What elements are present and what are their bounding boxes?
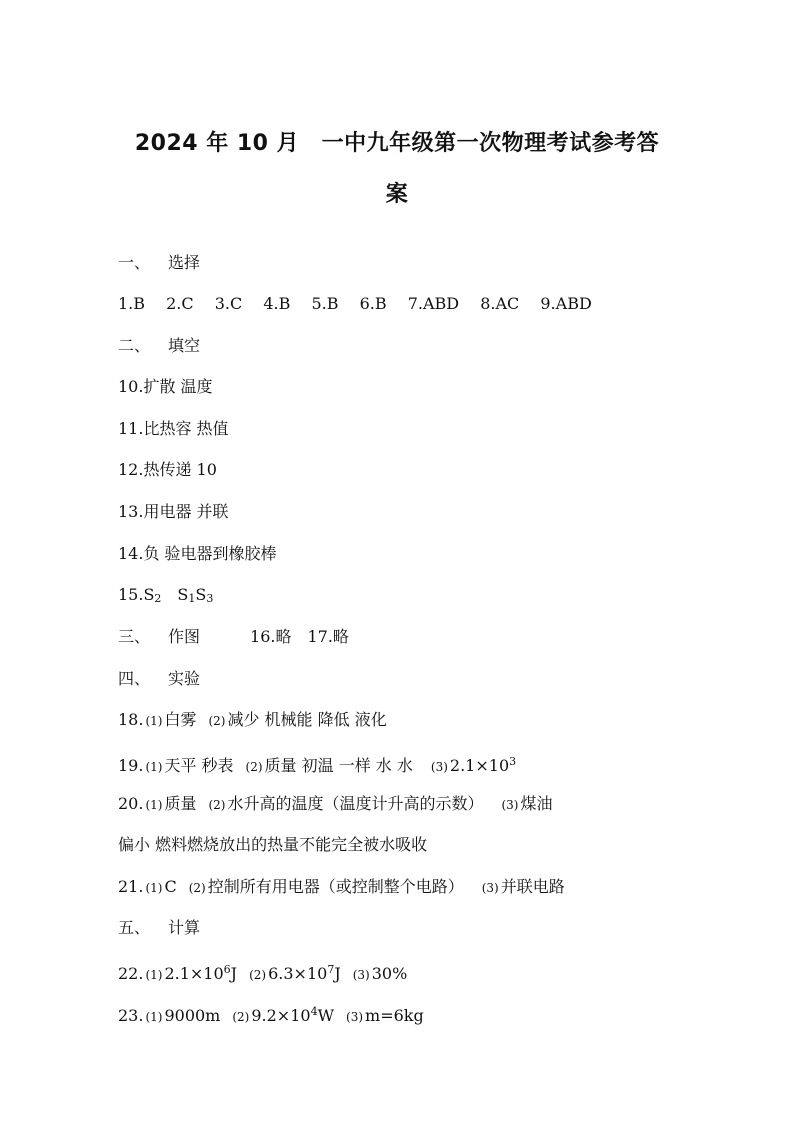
- unit: W: [317, 1006, 335, 1025]
- question-number: 22.: [118, 964, 144, 983]
- answer-q16: 16.略: [250, 627, 292, 646]
- part-answer: m=6kg: [365, 1006, 424, 1025]
- answer-q21: [118, 876, 565, 899]
- section-label: 作图: [168, 627, 201, 646]
- section-heading-drawing: [118, 626, 349, 648]
- section-label: 选择: [168, 253, 201, 272]
- answer-q17: 17.略: [307, 627, 349, 646]
- part-answer: 控制所有用电器（或控制整个电路）: [207, 877, 464, 896]
- part-answer: 6.3×10: [268, 964, 328, 983]
- part-answer: 30%: [371, 964, 408, 983]
- section-heading-calculation: [118, 917, 200, 939]
- part-marker: (1): [145, 968, 163, 982]
- section-number: 二、: [118, 336, 151, 355]
- section-label: 计算: [168, 918, 201, 937]
- question-number: 19.: [118, 756, 144, 775]
- part-marker: (2): [208, 714, 226, 728]
- part-answer: 质量: [164, 794, 197, 813]
- answer-q23: [118, 1001, 424, 1028]
- question-number: 20.: [118, 794, 144, 813]
- exponent: 3: [509, 755, 517, 768]
- section-label: 填空: [168, 336, 201, 355]
- q15-subscript: 1: [188, 592, 196, 605]
- section-heading-choice: [118, 252, 200, 274]
- answer-q18: [118, 709, 387, 732]
- answer-q14: 14.负 验电器到橡胶棒: [118, 544, 277, 563]
- answer-q20-continued: 偏小 燃料燃烧放出的热量不能完全被水吸收: [118, 835, 428, 854]
- answer-q15: [118, 584, 213, 610]
- part-answer: 水升高的温度（温度计升高的示数）: [227, 794, 484, 813]
- answer-q13: 13.用电器 并联: [118, 502, 229, 521]
- part-marker: (3): [352, 968, 370, 982]
- q15-switch-s: 15.S: [118, 585, 155, 604]
- part-marker: (1): [145, 1010, 163, 1024]
- part-marker: (3): [430, 760, 448, 774]
- page-title-line-2: 案: [385, 182, 409, 207]
- part-marker: (2): [208, 798, 226, 812]
- q15-switch-s: S: [177, 585, 189, 604]
- choice-answer: 8.AC: [480, 294, 520, 313]
- unit: J: [230, 964, 238, 983]
- part-answer: C: [164, 877, 177, 896]
- part-marker: (3): [346, 1010, 364, 1024]
- question-number: 21.: [118, 877, 144, 896]
- choice-answer: 2.C: [166, 294, 194, 313]
- choice-answer: 4.B: [263, 294, 291, 313]
- section-heading-experiment: [118, 668, 200, 690]
- choice-answer: 6.B: [359, 294, 387, 313]
- part-answer: 并联电路: [500, 877, 565, 896]
- part-marker: (1): [145, 714, 163, 728]
- choice-answer: 7.ABD: [407, 294, 460, 313]
- part-marker: (1): [145, 760, 163, 774]
- choice-answers: [118, 293, 592, 315]
- answer-q19: [118, 751, 516, 778]
- choice-answer: 3.C: [214, 294, 243, 313]
- question-number: 18.: [118, 710, 144, 729]
- page-title-line-1: 2024 年 10 月 一中九年级第一次物理考试参考答: [134, 131, 660, 156]
- part-answer: 9.2×10: [251, 1006, 311, 1025]
- q15-subscript: 2: [154, 592, 162, 605]
- answer-q12: 12.热传递 10: [118, 460, 217, 479]
- choice-answer: 9.ABD: [540, 294, 592, 313]
- answer-q20: [118, 793, 553, 816]
- part-answer: 9000m: [164, 1006, 221, 1025]
- part-marker: (1): [145, 881, 163, 895]
- part-marker: (2): [245, 760, 263, 774]
- part-answer: 2.1×10: [164, 964, 224, 983]
- q15-subscript: 3: [206, 592, 214, 605]
- part-answer: 质量 初温 一样 水 水: [264, 756, 413, 775]
- exponent: 7: [327, 963, 335, 976]
- part-answer: 2.1×10: [449, 756, 510, 775]
- part-answer: 煤油: [520, 794, 553, 813]
- part-marker: (1): [145, 798, 163, 812]
- part-marker: (3): [481, 881, 499, 895]
- section-number: 五、: [118, 918, 151, 937]
- exponent: 6: [223, 963, 231, 976]
- answer-q10: 10.扩散 温度: [118, 377, 213, 396]
- question-number: 23.: [118, 1006, 144, 1025]
- exponent: 4: [310, 1005, 318, 1018]
- choice-answer: 1.B: [118, 294, 146, 313]
- part-answer: 减少 机械能 降低 液化: [227, 710, 387, 729]
- section-label: 实验: [168, 669, 201, 688]
- choice-answer: 5.B: [311, 294, 339, 313]
- answer-q22: [118, 959, 407, 986]
- part-marker: (2): [232, 1010, 250, 1024]
- section-heading-fill: [118, 335, 200, 357]
- part-marker: (2): [249, 968, 267, 982]
- part-answer: 天平 秒表: [164, 756, 234, 775]
- section-number: 一、: [118, 253, 151, 272]
- part-marker: (2): [188, 881, 206, 895]
- section-number: 四、: [118, 669, 151, 688]
- q15-switch-s: S: [195, 585, 207, 604]
- part-answer: 白雾: [164, 710, 197, 729]
- section-number: 三、: [118, 627, 151, 646]
- unit: J: [334, 964, 341, 983]
- part-marker: (3): [501, 798, 519, 812]
- answer-q11: 11.比热容 热值: [118, 419, 229, 438]
